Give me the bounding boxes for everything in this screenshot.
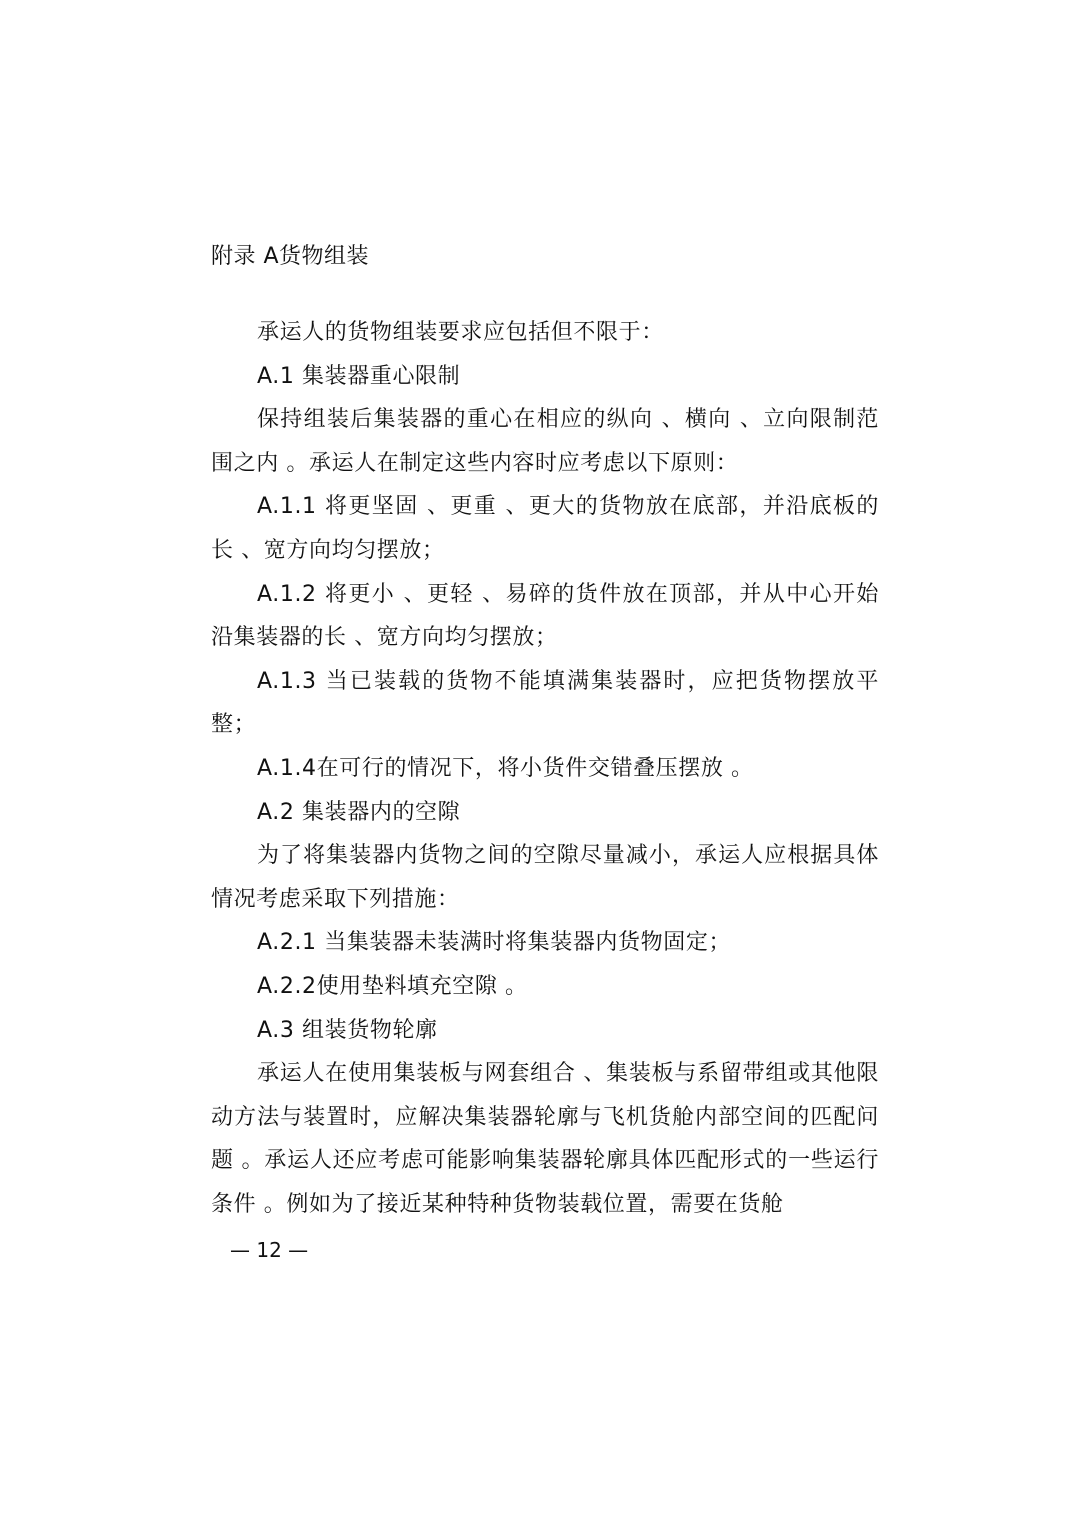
intro-paragraph: 承运人的货物组装要求应包括但不限于： (257, 320, 664, 345)
paragraph-a1-body: 保持组装后集装器的重心在相应的纵向 、横向 、立向限制范围之内 。承运人在制定这些内容时应考虑以下原则： (211, 407, 879, 476)
clause-a2-1: A.2.1 当集装器未装满时将集装器内货物固定； (257, 930, 732, 956)
paragraph-a3-body: 承运人在使用集装板与网套组合 、集装板与系留带组或其他限动方法与装置时，应解决集装器轮廓与飞机货舱内部空间的匹配问题 。承运人还应考虑可能影响集装器轮廓具体匹配形式的一些运行条件 。例如为了接近某种特种货物装载位置，需要在货舱 (211, 1061, 879, 1217)
clause-a1-4: A.1.4在可行的情况下，将小货件交错叠压摆放 。 (257, 755, 754, 781)
section-heading-a2: A.2 集装器内的空隙 (257, 799, 461, 825)
section-heading-a3: A.3 组装货物轮廓 (257, 1017, 438, 1043)
appendix-title: 附录 A货物组装 (211, 244, 370, 269)
clause-a1-2: A.1.2 将更小 、更轻 、易碎的货件放在顶部，并从中心开始沿集装器的长 、宽方向均匀摆放； (211, 581, 879, 651)
clause-a1-3: A.1.3 当已装载的货物不能填满集装器时，应把货物摆放平整； (211, 668, 879, 738)
page-number: — 12 — (230, 1238, 309, 1262)
clause-a2-2: A.2.2使用垫料填充空隙 。 (257, 973, 528, 999)
section-heading-a1: A.1 集装器重心限制 (257, 363, 461, 389)
paragraph-a2-body: 为了将集装器内货物之间的空隙尽量减小，承运人应根据具体情况考虑采取下列措施： (211, 843, 879, 912)
body-text (211, 311, 879, 1226)
clause-a1-1: A.1.1 将更坚固 、更重 、更大的货物放在底部，并沿底板的长 、宽方向均匀摆放； (211, 494, 879, 563)
